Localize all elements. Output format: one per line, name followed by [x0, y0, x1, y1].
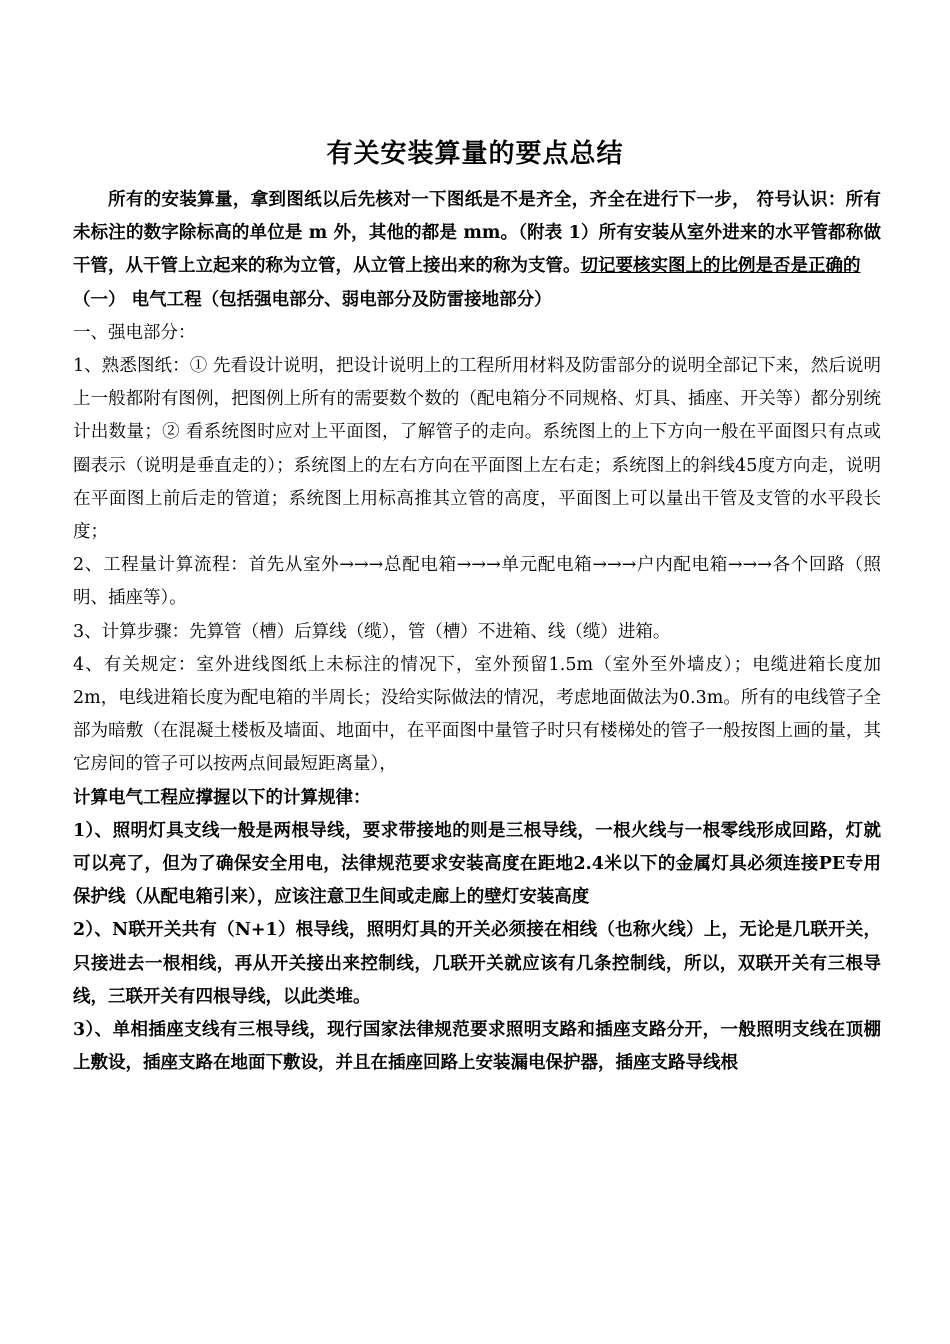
intro-text: 所有的安装算量，拿到图纸以后先核对一下图纸是不是齐全，齐全在进行下一步， 符号认识：所有未标注的数字除标高的单位是 m 外，其他的都是 mm。（附表 1）所有安装从室外进来的水平管都称做干管，从干管上立起来的称为立管，从立管上接出来的称为支管。 — [73, 190, 881, 277]
rule-item: 1）、照明灯具支线一般是两根导线，要求带接地的则是三根导线，一根火线与一根零线形成回路，灯就可以亮了，但为了确保安全用电，法律规范要求安装高度在距地2.4米以下的金属灯具必须连接PE专用保护线（从配电箱引来），应该注意卫生间或走廊上的壁灯安装高度 — [73, 820, 881, 908]
rule-item: 3）、单相插座支线有三根导线，现行国家法律规范要求照明支路和插座支路分开，一般照明支线在顶棚上敷设，插座支路在地面下敷设，并且在插座回路上安装漏电保护器，插座支路导线根 — [73, 1020, 881, 1074]
document-body — [73, 184, 881, 1080]
list-item: 2、工程量计算流程：首先从室外→→→总配电箱→→→单元配电箱→→→户内配电箱→→→各个回路（照明、插座等）。 — [73, 555, 881, 609]
rule-item: 2）、N联开关共有（N+1）根导线，照明灯具的开关必须接在相线（也称火线）上，无论是几联开关，只接进去一根相线，再从开关接出来控制线，几联开关就应该有几条控制线，所以，双联开关有三根导线，三联开关有四根导线，以此类堆。 — [73, 920, 881, 1007]
list-item: 4、有关规定：室外进线图纸上未标注的情况下，室外预留1.5m（室外至外墙皮）；电缆进箱长度加2m，电线进箱长度为配电箱的半周长；没给实际做法的情况，考虑地面做法为0.3m。所有的电线管子全部为暗敷（在混凝土楼板及墙面、地面中，在平面图中量管子时只有楼梯处的管子一般按图上画的量，其它房间的管子可以按两点间最短距离量）， — [73, 654, 881, 775]
section-heading: （一） 电气工程（包括强电部分、弱电部分及防雷接地部分） — [73, 289, 552, 310]
rules-heading: 计算电气工程应撑握以下的计算规律： — [73, 787, 371, 808]
list-item: 3、计算步骤：先算管（槽）后算线（缆），管（槽）不进箱、线（缆）进箱。 — [73, 621, 671, 642]
intro-underlined-note: 切记要核实图上的比例是否是正确的 — [580, 256, 861, 277]
sub-heading: 一、强电部分： — [73, 322, 196, 343]
intro-paragraph — [73, 184, 881, 284]
list-item: 1、熟悉图纸：① 先看设计说明，把设计说明上的工程所用材料及防雷部分的说明全部记下来，然后说明上一般都附有图例，把图例上所有的需要数个数的（配电箱分不同规格、灯具、插座、开关等）都分别统计出数量；② 看系统图时应对上平面图，了解管子的走向。系统图上的上下方向一般在平面图只有点或圈表示（说明是垂直走的）；系统图上的左右方向在平面图上左右走；系统图上的斜线45度方向走，说明在平面图上前后走的管道；系统图上用标高推其立管的高度，平面图上可以量出干管及支管的水平段长度； — [73, 356, 881, 543]
document-title: 有关安装算量的要点总结 — [326, 139, 624, 169]
